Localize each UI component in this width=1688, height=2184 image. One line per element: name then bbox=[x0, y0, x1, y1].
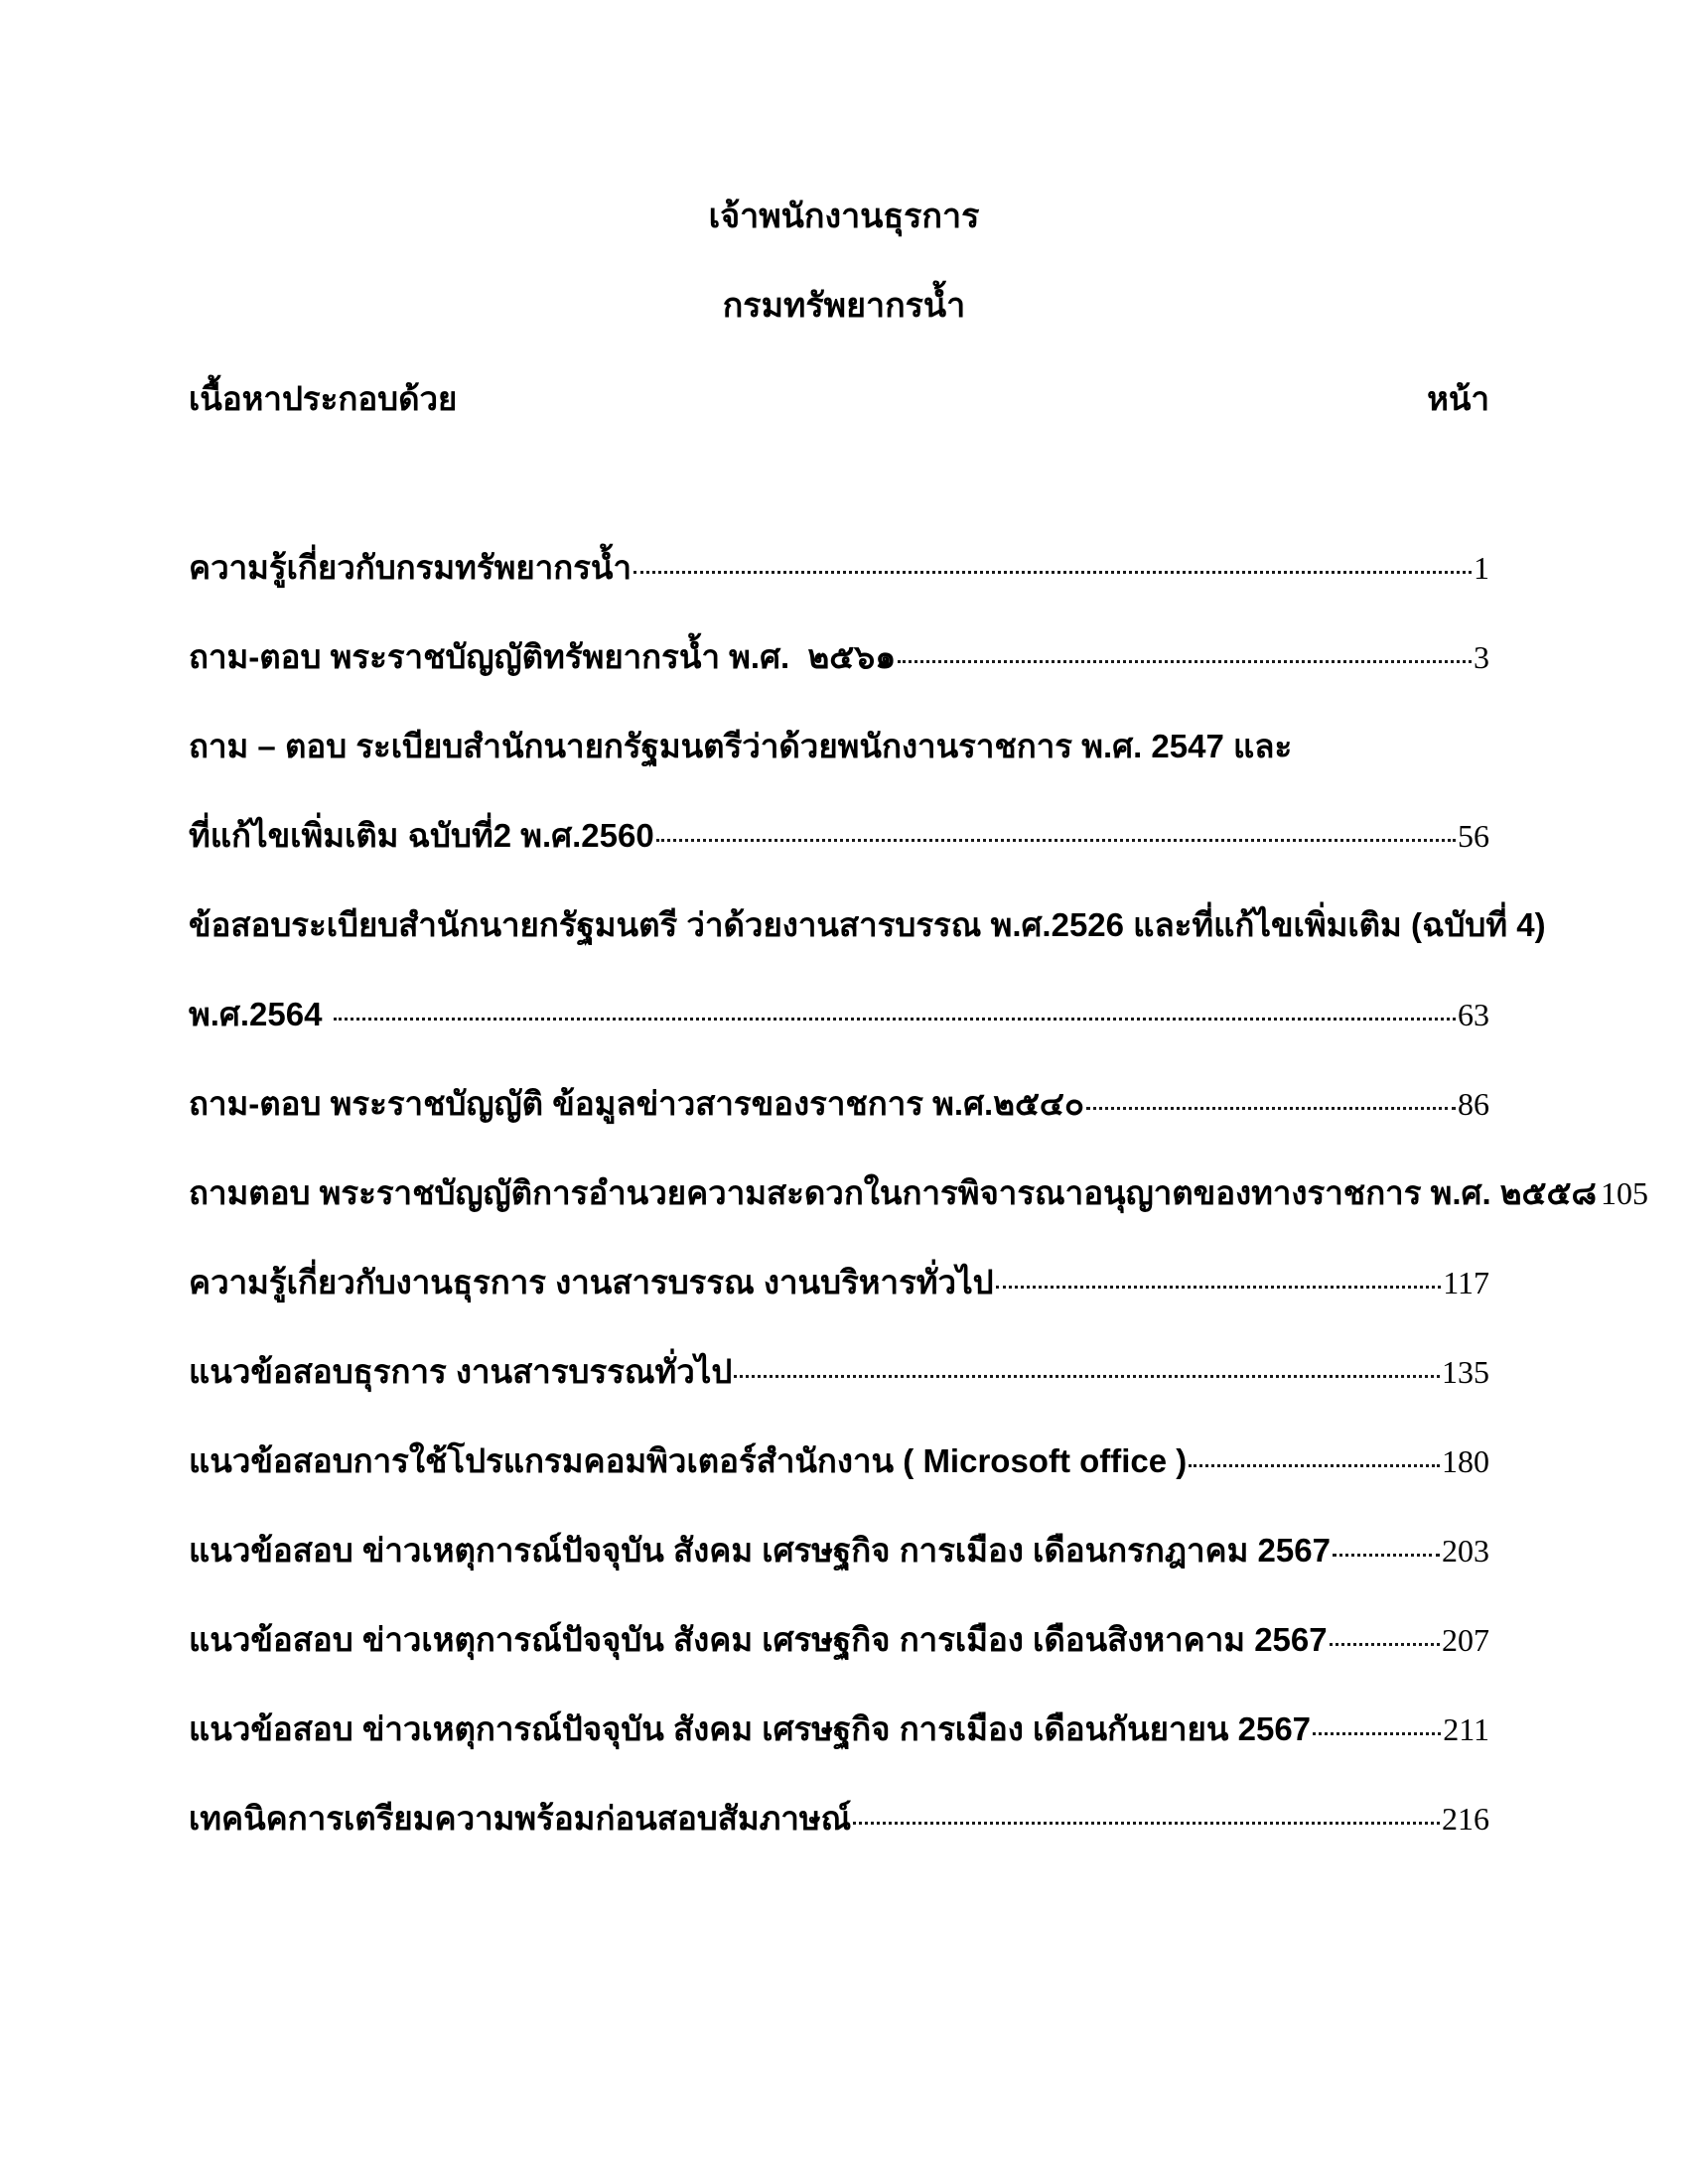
toc-page-number: 63 bbox=[1458, 997, 1489, 1032]
toc-leader-dots bbox=[1086, 1107, 1456, 1110]
toc-row bbox=[189, 1681, 1489, 1770]
toc-leader-dots bbox=[734, 1375, 1440, 1378]
toc-row bbox=[189, 1591, 1489, 1681]
toc-row bbox=[189, 787, 1489, 877]
toc-page-number: 180 bbox=[1442, 1443, 1489, 1479]
toc-entry-text: ถาม-ตอบ พระราชบัญญัติทรัพยากรน้ำ พ.ศ. ๒๕๖๑ bbox=[189, 638, 897, 675]
toc-row bbox=[189, 698, 1489, 787]
toc-page-number: 207 bbox=[1442, 1622, 1489, 1658]
contents-heading: เนื้อหาประกอบด้วย bbox=[189, 380, 458, 417]
toc-entry-text: ถาม-ตอบ พระราชบัญญัติ ข้อมูลข่าวสารของราชการ พ.ศ.๒๕๔๐ bbox=[189, 1085, 1085, 1122]
toc-leader-dots bbox=[1333, 1554, 1440, 1557]
toc-row bbox=[189, 1055, 1489, 1145]
toc-entry-text: แนวข้อสอบ ข่าวเหตุการณ์ปัจจุบัน สังคม เศรษฐกิจ การเมือง เดือนกันยายน 2567 bbox=[189, 1710, 1312, 1747]
toc-row bbox=[189, 1502, 1489, 1591]
toc-page-number: 203 bbox=[1442, 1533, 1489, 1569]
toc-entry-text: แนวข้อสอบ ข่าวเหตุการณ์ปัจจุบัน สังคม เศรษฐกิจ การเมือง เดือนกรกฎาคม 2567 bbox=[189, 1532, 1331, 1569]
contents-header bbox=[189, 372, 1489, 425]
toc-leader-dots bbox=[1313, 1732, 1441, 1735]
toc-row bbox=[189, 966, 1489, 1055]
toc-entry-text: ข้อสอบระเบียบสำนักนายกรัฐมนตรี ว่าด้วยงานสารบรรณ พ.ศ.2526 และที่แก้ไขเพิ่มเติม (ฉบับที่ 4) bbox=[189, 906, 1546, 943]
toc-page-number: 86 bbox=[1458, 1086, 1489, 1122]
toc-row bbox=[189, 1145, 1648, 1234]
toc-entry-text: แนวข้อสอบ ข่าวเหตุการณ์ปัจจุบัน สังคม เศรษฐกิจ การเมือง เดือนสิงหาคาม 2567 bbox=[189, 1621, 1328, 1658]
toc-entry-text: แนวข้อสอบธุรการ งานสารบรรณทั่วไป bbox=[189, 1353, 733, 1390]
page-column-heading: หน้า bbox=[1427, 380, 1489, 417]
toc-row bbox=[189, 1770, 1489, 1859]
toc-page-number: 135 bbox=[1442, 1354, 1489, 1390]
toc-page-number: 56 bbox=[1458, 818, 1489, 854]
toc-page-number: 3 bbox=[1474, 639, 1489, 675]
toc-entry-text: ความรู้เกี่ยวกับงานธุรการ งานสารบรรณ งานบริหารทั่วไป bbox=[189, 1264, 994, 1300]
toc-leader-dots bbox=[996, 1286, 1442, 1289]
toc-entry-text: พ.ศ.2564 bbox=[189, 996, 332, 1032]
toc-entry-text: ความรู้เกี่ยวกับกรมทรัพยากรน้ำ bbox=[189, 549, 633, 586]
toc-entry-text: เทคนิคการเตรียมความพร้อมก่อนสอบสัมภาษณ์ bbox=[189, 1800, 852, 1837]
toc-leader-dots bbox=[656, 839, 1456, 842]
toc-row bbox=[189, 609, 1489, 698]
toc-row bbox=[189, 1413, 1489, 1502]
toc-leader-dots bbox=[633, 571, 1472, 574]
toc-leader-dots bbox=[853, 1822, 1440, 1825]
toc-leader-dots bbox=[1330, 1643, 1440, 1646]
toc-page-number: 105 bbox=[1600, 1175, 1648, 1211]
toc-page-number: 117 bbox=[1443, 1265, 1489, 1300]
toc-leader-dots bbox=[898, 660, 1472, 663]
toc-row bbox=[189, 877, 1546, 966]
document-title: เจ้าพนักงานธุรการ bbox=[708, 198, 980, 235]
toc-entry-text: ที่แก้ไขเพิ่มเติม ฉบับที่2 พ.ศ.2560 bbox=[189, 817, 654, 854]
toc-leader-dots bbox=[1189, 1464, 1440, 1467]
toc-page-number: 1 bbox=[1474, 550, 1489, 586]
toc-entry-text: แนวข้อสอบการใช้โปรแกรมคอมพิวเตอร์สำนักงาน ( Microsoft office ) bbox=[189, 1442, 1188, 1479]
toc-entry-text: ถาม – ตอบ ระเบียบสำนักนายกรัฐมนตรีว่าด้วยพนักงานราชการ พ.ศ. 2547 และ bbox=[189, 728, 1293, 764]
document-subtitle: กรมทรัพยากรน้ำ bbox=[722, 287, 966, 325]
toc bbox=[189, 519, 1648, 1859]
toc-entry-text: ถามตอบ พระราชบัญญัติการอำนวยความสะดวกในการพิจารณาอนุญาตของทางราชการ พ.ศ. ๒๕๕๘ bbox=[189, 1174, 1597, 1211]
toc-row bbox=[189, 1323, 1489, 1413]
toc-page-number: 211 bbox=[1443, 1711, 1489, 1747]
toc-row bbox=[189, 1234, 1489, 1323]
toc-leader-dots bbox=[334, 1018, 1456, 1021]
toc-page-number: 216 bbox=[1442, 1801, 1489, 1837]
toc-row bbox=[189, 519, 1489, 609]
